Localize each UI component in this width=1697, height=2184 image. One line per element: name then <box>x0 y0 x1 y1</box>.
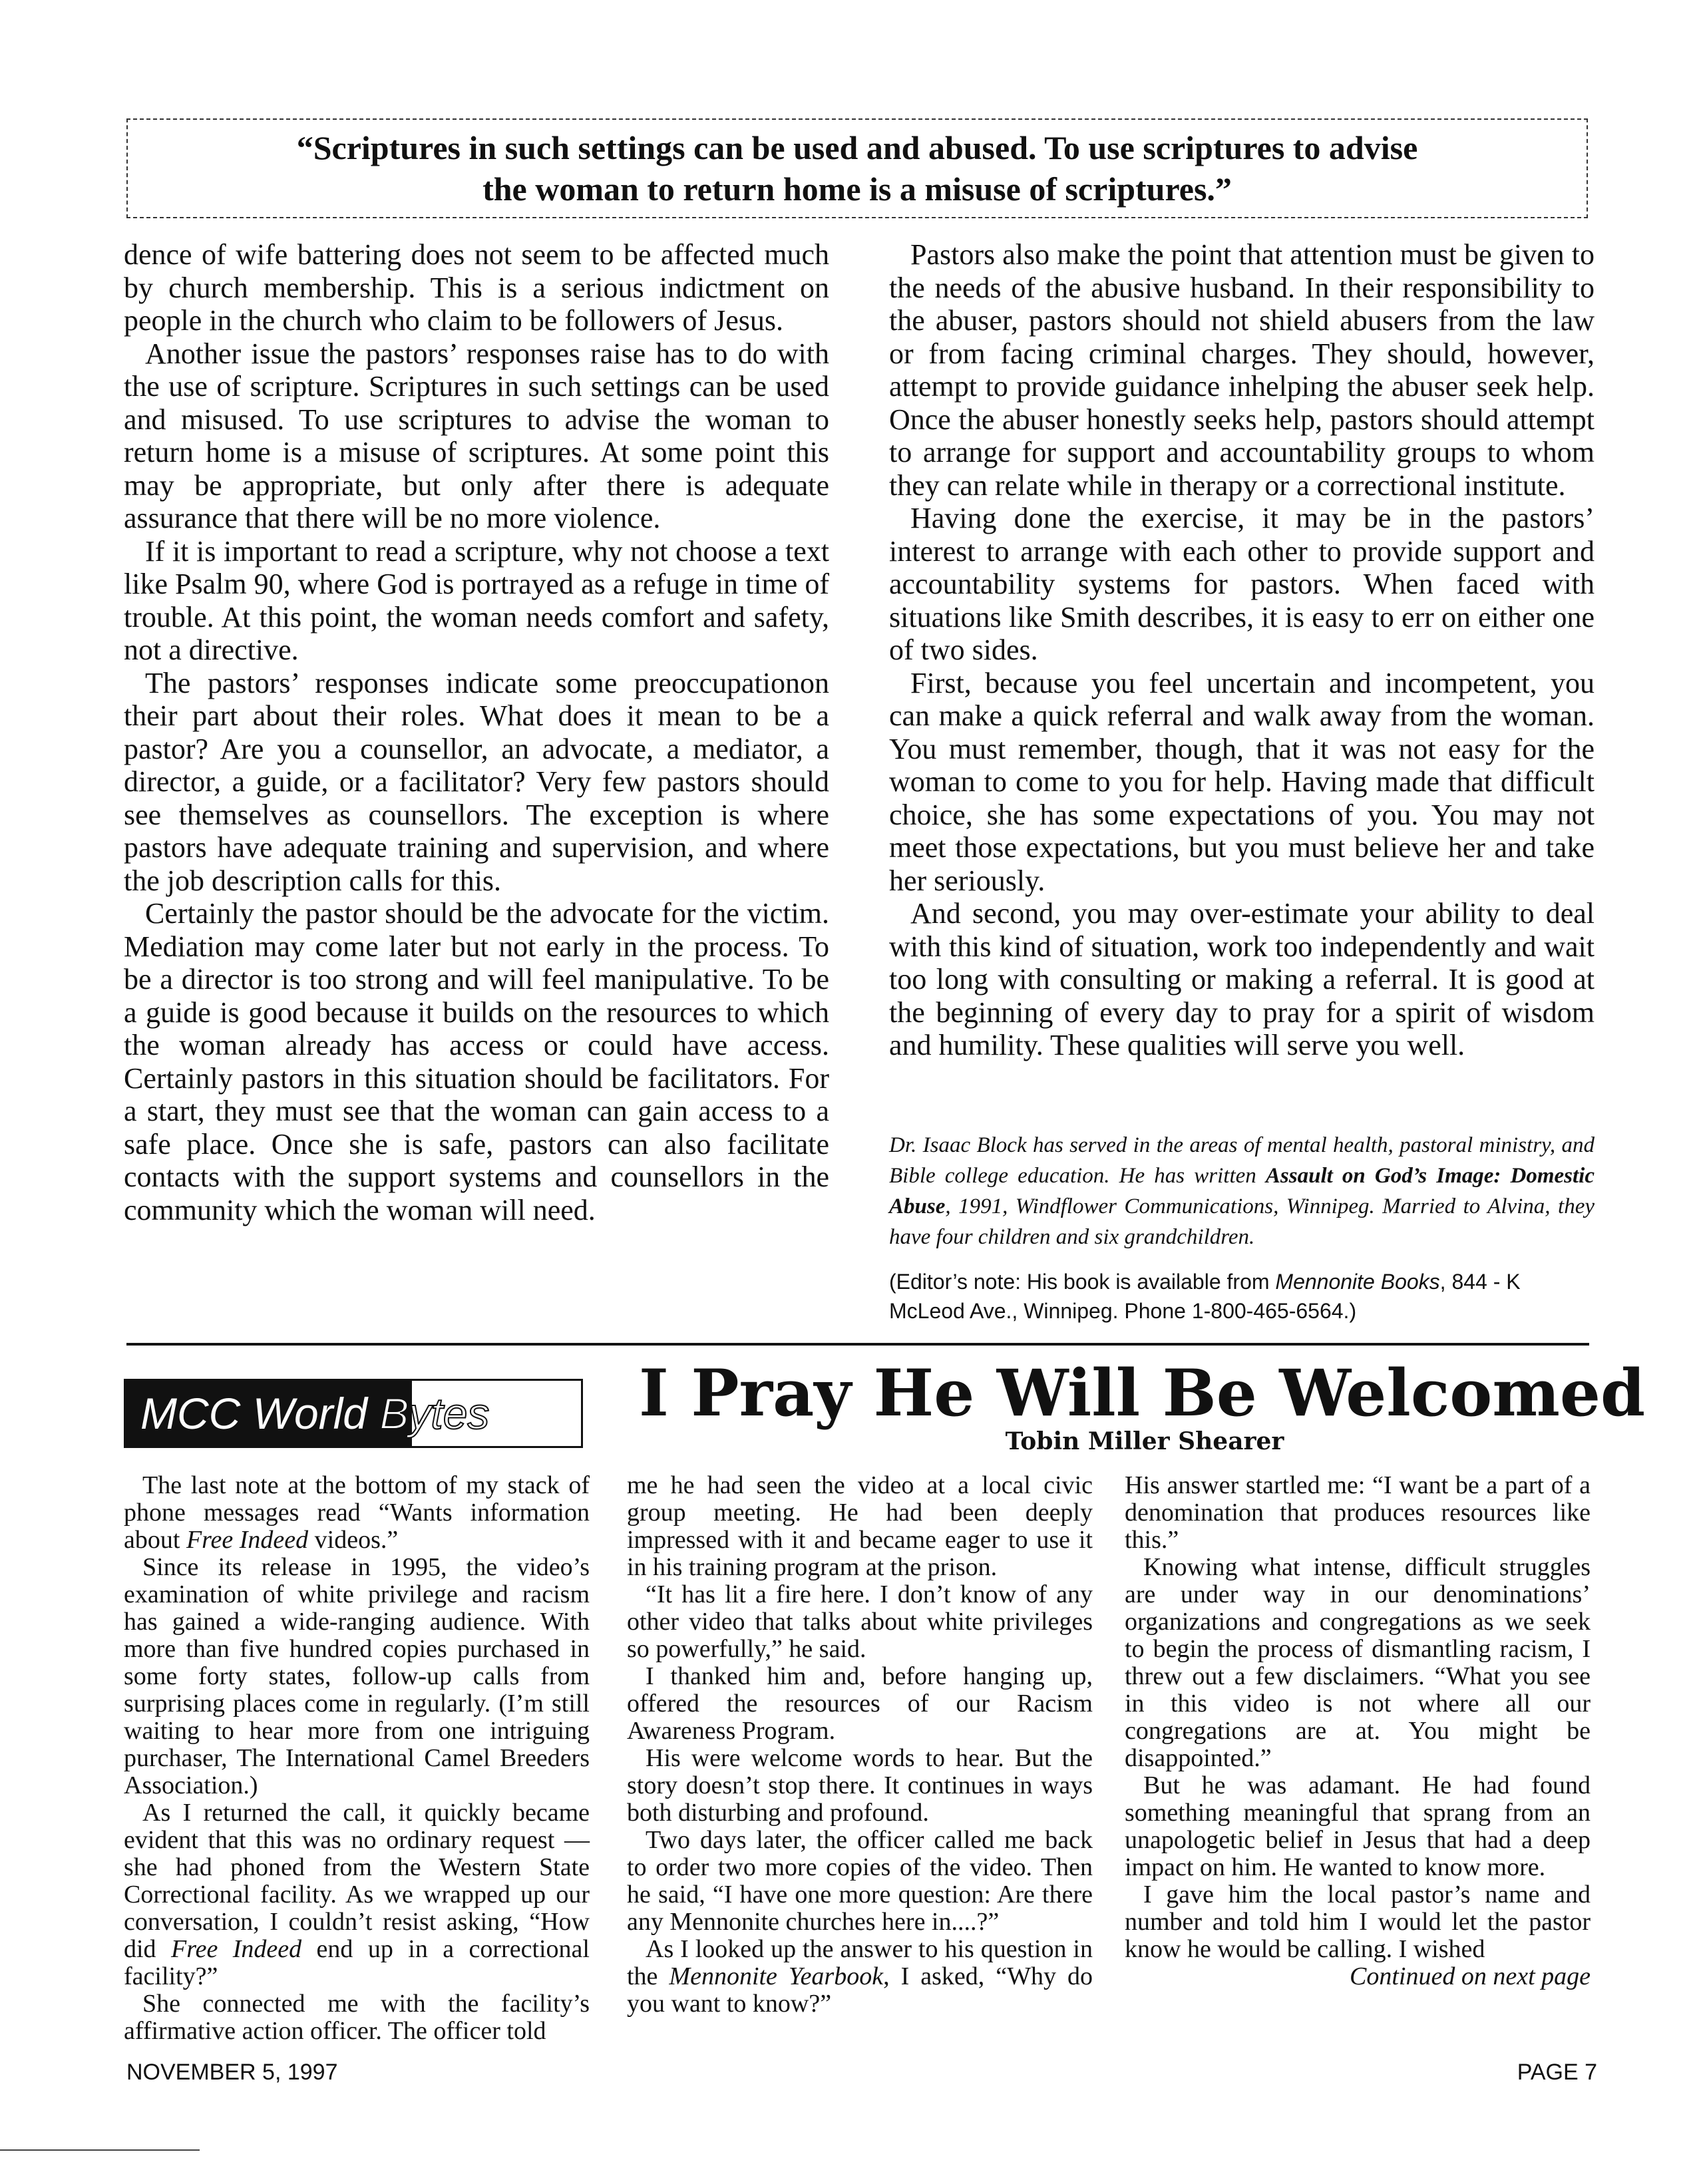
article-left-column <box>124 238 829 1226</box>
author-bio <box>889 1130 1595 1252</box>
paragraph: First, because you feel uncertain and incompetent, you can make a quick referral and walk away from the woman. You must remember, though, that it was not easy for the woman to come to you for help. Having made that difficult choice, she has some expectations of you. You may not meet those expectations, but you must believe her and take her seriously. <box>889 666 1595 897</box>
badge-word-world: World <box>252 1389 368 1438</box>
scan-edge-line <box>0 2149 200 2151</box>
paragraph: If it is important to read a scripture, why not choose a text like Psalm 90, where God is portrayed as a refuge in time of trouble. At this point, the woman needs comfort and safety, not a directive. <box>124 534 829 666</box>
text-run: videos.” <box>308 1526 399 1554</box>
editor-note-publisher: Mennonite Books <box>1275 1270 1440 1294</box>
paragraph: And second, you may over-estimate your ability to deal with this kind of situation, work too independently and wait too long with consulting or making a referral. It is good at the beginning of every day to pray for a spirit of wisdom and humility. These qualities will serve you well. <box>889 897 1595 1061</box>
pull-quote-line-2: the woman to return home is a misuse of scriptures.” <box>482 170 1232 208</box>
pull-quote-line-1: “Scriptures in such settings can be used and abused. To use scriptures to advise <box>296 129 1418 166</box>
yearbook-title: Mennonite Yearbook <box>669 1962 884 1990</box>
bio-book-title: Assault on God’s Image: Domestic Abuse <box>889 1164 1595 1218</box>
paragraph <box>627 1936 1093 2018</box>
text-run: The last note at the bottom of my stack of phone messages read “Wants information about <box>124 1471 590 1554</box>
byline: Tobin Miller Shearer <box>1005 1427 1284 1455</box>
bio-text-end: , 1991, Windflower Communications, Winnipeg. Married to Alvina, they have four children and six grandchildren. <box>889 1194 1595 1249</box>
paragraph: She connected me with the facility’s affirmative action officer. The officer told <box>124 1990 590 2045</box>
editor-note-text: (Editor’s note: His book is available from <box>889 1270 1276 1294</box>
paragraph: His were welcome words to hear. But the story doesn’t stop there. It continues in ways both disturbing and profound. <box>627 1744 1093 1827</box>
story-column-1 <box>124 1472 590 2045</box>
video-title: Free Indeed <box>186 1526 309 1554</box>
paragraph: Pastors also make the point that attention must be given to the needs of the abusive husband. In their responsibility to the abuser, pastors should not shield abusers from the law or from facing criminal charges. They should, however, attempt to provide guidance inhelping the abuser seek help. Once the abuser honestly seeks help, pastors should attempt to arrange for support and accountability groups to whom they can relate while in therapy or a correctional institute. <box>889 238 1595 502</box>
text-run: end up in a correctional facility?” <box>124 1935 590 1990</box>
continued-note: Continued on next page <box>1350 1962 1591 1990</box>
paragraph: But he was adamant. He had found something meaningful that sprang from an unapologetic belief in Jesus that had a deep impact on him. He wanted to know more. <box>1125 1771 1591 1881</box>
article-right-column <box>889 238 1595 1062</box>
text-run: As I looked up the answer to his question in the <box>627 1935 1093 1990</box>
pull-quote <box>126 118 1588 218</box>
paragraph: Another issue the pastors’ responses raise has to do with the use of scripture. Scriptures in such settings can be used and misused. To use scriptures to advise the woman to return home is a misuse of scriptures. At some point this may be appropriate, but only after there is adequate assurance that there will be no more violence. <box>124 337 829 534</box>
paragraph <box>124 1472 590 1554</box>
paragraph: Knowing what intense, difficult struggles are under way in our denominations’ organizations and congregations as we seek to begin the process of dismantling racism, I threw out a few disclaimers. “What you see in this video is not where all our congregations are at. You might be disappointed.” <box>1125 1553 1591 1772</box>
editor-note <box>889 1267 1595 1326</box>
section-divider <box>126 1343 1589 1346</box>
paragraph: I thanked him and, before hanging up, offered the resources of our Racism Awareness Program. <box>627 1662 1093 1745</box>
paragraph: Certainly the pastor should be the advocate for the victim. Mediation may come later but not early in the process. To be a director is too strong and will feel manipulative. To be a guide is good because it builds on the resources to which the woman already has access or could have access. Certainly pastors in this situation should be facilitators. For a start, they must see that the woman can gain access to a safe place. Once she is safe, pastors can also facilitate contacts with the support systems and counsellors in the community which the woman will need. <box>124 897 829 1226</box>
paragraph: His answer startled me: “I want be a part of a denomination that produces resources like this.” <box>1125 1471 1591 1554</box>
paragraph: Having done the exercise, it may be in the pastors’ interest to arrange with each other to provide support and accountability systems for pastors. When faced with situations like Smith describes, it is easy to err on either one of two sides. <box>889 502 1595 666</box>
story-column-3 <box>1125 1472 1591 1990</box>
paragraph: dence of wife battering does not seem to be affected much by church membership. This is a serious indictment on people in the church who claim to be followers of Jesus. <box>124 238 829 337</box>
badge-word-mcc: MCC <box>140 1389 241 1438</box>
headline: I Pray He Will Be Welcomed <box>639 1356 1646 1431</box>
paragraph: Since its release in 1995, the video’s examination of white privilege and racism has gained a wide-ranging audience. With more than five hundred copies purchased in some forty states, follow-up calls from surprising places come in regularly. (I’m still waiting to hear more from one intriguing purchaser, The International Camel Breeders Association.) <box>124 1553 590 1799</box>
video-title: Free Indeed <box>170 1935 302 1963</box>
paragraph: me he had seen the video at a local civic group meeting. He had been deeply impressed with it and became eager to use it in his training program at the prison. <box>627 1471 1093 1581</box>
section-badge-text <box>140 1390 489 1437</box>
paragraph: “It has lit a fire here. I don’t know of any other video that talks about white privileges so powerfully,” he said. <box>627 1580 1093 1663</box>
bio-text: Dr. Isaac Block has served in the areas of mental health, pastoral ministry, and Bible college education. He has written <box>889 1133 1595 1188</box>
paragraph <box>124 1799 590 1990</box>
page-number: PAGE 7 <box>1517 2060 1597 2085</box>
text-run: As I returned the call, it quickly became evident that this was no ordinary request — she had phoned from the Western State Correctional facility. As we wrapped up our conversation, I couldn’t resist asking, “How did <box>124 1799 590 1963</box>
badge-word-bytes: Bytes <box>379 1389 490 1438</box>
text-run: , I asked, “Why do you want to know?” <box>627 1962 1093 2018</box>
story-column-2 <box>627 1472 1093 2018</box>
paragraph: I gave him the local pastor’s name and number and told him I would let the pastor know he would be calling. I wished <box>1125 1881 1591 1963</box>
section-badge <box>124 1379 583 1448</box>
editor-note-address: , 844 - K McLeod Ave., Winnipeg. Phone 1-800-465-6564.) <box>889 1270 1521 1323</box>
footer-date: NOVEMBER 5, 1997 <box>126 2060 338 2085</box>
paragraph: Two days later, the officer called me back to order two more copies of the video. Then he said, “I have one more question: Are there any Mennonite churches here in....?” <box>627 1826 1093 1936</box>
paragraph: The pastors’ responses indicate some preoccupationon their part about their roles. What does it mean to be a pastor? Are you a counsellor, an advocate, a mediator, a director, a guide, or a facilitator? Very few pastors should see themselves as counsellors. The exception is where pastors have adequate training and supervision, and where the job description calls for this. <box>124 666 829 897</box>
